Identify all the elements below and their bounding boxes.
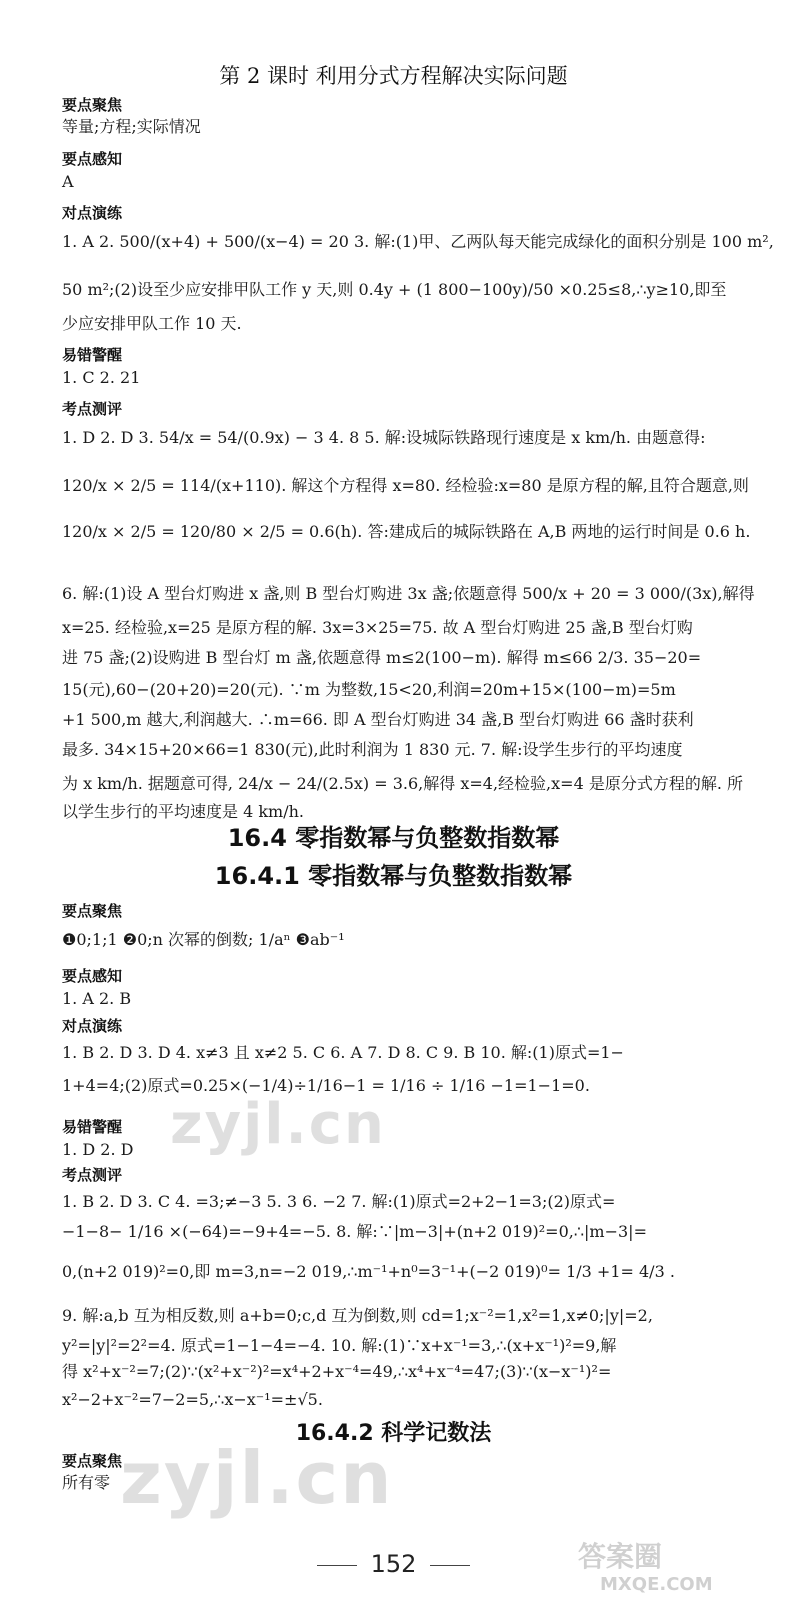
assessment-line: x=25. 经检验,x=25 是原方程的解. 3x=3×25=75. 故 A 型台灯购进 25 盏,B 型台灯购	[62, 618, 693, 637]
heading-common-mistakes: 易错警醒	[62, 346, 123, 364]
assessment-line: 得 x²+x⁻²=7;(2)∵(x²+x⁻²)²=x⁴+2+x⁻⁴=49,∴x⁴+x⁻⁴=47;(3)∵(x−x⁻¹)²=	[62, 1362, 612, 1381]
section-heading-16-4-2: 16.4.2 科学记数法	[295, 1421, 492, 1446]
mistakes-answer: 1. D 2. D	[62, 1140, 134, 1159]
heading-practice: 对点演练	[62, 204, 123, 222]
page-number-dash	[317, 1565, 357, 1566]
key-points-answer: ❶0;1;1 ❷0;n 次幂的倒数; 1/aⁿ ❸ab⁻¹	[62, 930, 345, 949]
heading-assessment: 考点测评	[62, 400, 123, 418]
assessment-line: 为 x km/h. 据题意可得, 24/x − 24/(2.5x) = 3.6,解得 x=4,经检验,x=4 是原分式方程的解. 所	[62, 774, 744, 793]
practice-line: 1. A 2. 500/(x+4) + 500/(x−4) = 20 3. 解:(1)甲、乙两队每天能完成绿化的面积分别是 100 m²,	[62, 232, 774, 251]
heading-key-points: 要点聚焦	[62, 902, 123, 920]
heading-key-points: 要点聚焦	[62, 96, 123, 114]
heading-key-perception: 要点感知	[62, 967, 123, 985]
assessment-line: −1−8− 1/16 ×(−64)=−9+4=−5. 8. 解:∵|m−3|+(n+2 019)²=0,∴|m−3|=	[62, 1222, 647, 1241]
assessment-line: +1 500,m 越大,利润越大. ∴m=66. 即 A 型台灯购进 34 盏,B 型台灯购进 66 盏时获利	[62, 710, 694, 729]
assessment-line: x²−2+x⁻²=7−2=5,∴x−x⁻¹=±√5.	[62, 1390, 323, 1409]
assessment-line: 1. D 2. D 3. 54/x = 54/(0.9x) − 3 4. 8 5. 解:设城际铁路现行速度是 x km/h. 由题意得:	[62, 428, 706, 447]
assessment-line: 最多. 34×15+20×66=1 830(元),此时利润为 1 830 元. 7. 解:设学生步行的平均速度	[62, 740, 683, 759]
page-number-text: 152	[370, 1550, 417, 1578]
key-perception-answer: A	[62, 172, 74, 191]
page-number-dash	[430, 1565, 470, 1566]
assessment-line: 以学生步行的平均速度是 4 km/h.	[62, 802, 305, 821]
practice-line: 少应安排甲队工作 10 天.	[62, 314, 242, 333]
lesson-title: 第 2 课时 利用分式方程解决实际问题	[219, 64, 568, 88]
heading-assessment: 考点测评	[62, 1166, 123, 1184]
mistakes-answer: 1. C 2. 21	[62, 368, 141, 387]
assessment-line: 15(元),60−(20+20)=20(元). ∵m 为整数,15<20,利润=20m+15×(100−m)=5m	[62, 680, 676, 699]
assessment-line: y²=|y|²=2²=4. 原式=1−1−4=−4. 10. 解:(1)∵x+x⁻¹=3,∴(x+x⁻¹)²=9,解	[62, 1336, 617, 1355]
heading-common-mistakes: 易错警醒	[62, 1118, 123, 1136]
assessment-line: 120/x × 2/5 = 114/(x+110). 解这个方程得 x=80. 经检验:x=80 是原方程的解,且符合题意,则	[62, 476, 749, 495]
key-points-answer: 等量;方程;实际情况	[62, 117, 201, 136]
key-perception-answer: 1. A 2. B	[62, 989, 132, 1008]
assessment-line: 6. 解:(1)设 A 型台灯购进 x 盏,则 B 型台灯购进 3x 盏;依题意得 500/x + 20 = 3 000/(3x),解得	[62, 584, 755, 603]
logo-url: MXQE.COM	[600, 1574, 713, 1595]
practice-line: 1+4=4;(2)原式=0.25×(−1/4)÷1/16−1 = 1/16 ÷ 1/16 −1=1−1=0.	[62, 1076, 590, 1095]
practice-line: 1. B 2. D 3. D 4. x≠3 且 x≠2 5. C 6. A 7. D 8. C 9. B 10. 解:(1)原式=1−	[62, 1043, 624, 1062]
watermark: zyjl.cn	[170, 1092, 386, 1157]
heading-practice: 对点演练	[62, 1017, 123, 1035]
practice-line: 50 m²;(2)设至少应安排甲队工作 y 天,则 0.4y + (1 800−100y)/50 ×0.25≤8,∴y≥10,即至	[62, 280, 727, 299]
assessment-line: 120/x × 2/5 = 120/80 × 2/5 = 0.6(h). 答:建成后的城际铁路在 A,B 两地的运行时间是 0.6 h.	[62, 522, 751, 541]
assessment-line: 9. 解:a,b 互为相反数,则 a+b=0;c,d 互为倒数,则 cd=1;x⁻²=1,x²=1,x≠0;|y|=2,	[62, 1306, 653, 1325]
heading-key-points: 要点聚焦	[62, 1452, 123, 1470]
assessment-line: 1. B 2. D 3. C 4. =3;≠−3 5. 3 6. −2 7. 解:(1)原式=2+2−1=3;(2)原式=	[62, 1192, 616, 1211]
section-heading-16-4: 16.4 零指数幂与负整数指数幂	[227, 824, 560, 852]
watermark: zyjl.cn	[120, 1436, 394, 1520]
assessment-line: 进 75 盏;(2)设购进 B 型台灯 m 盏,依题意得 m≤2(100−m). 解得 m≤66 2/3. 35−20=	[62, 648, 702, 667]
site-logo	[560, 1536, 770, 1596]
heading-key-perception: 要点感知	[62, 150, 123, 168]
section-heading-16-4-1: 16.4.1 零指数幂与负整数指数幂	[214, 862, 573, 890]
logo-text: 答案圈	[578, 1540, 663, 1573]
key-points-answer: 所有零	[62, 1473, 111, 1492]
assessment-line: 0,(n+2 019)²=0,即 m=3,n=−2 019,∴m⁻¹+n⁰=3⁻¹+(−2 019)⁰= 1/3 +1= 4/3 .	[62, 1262, 675, 1281]
